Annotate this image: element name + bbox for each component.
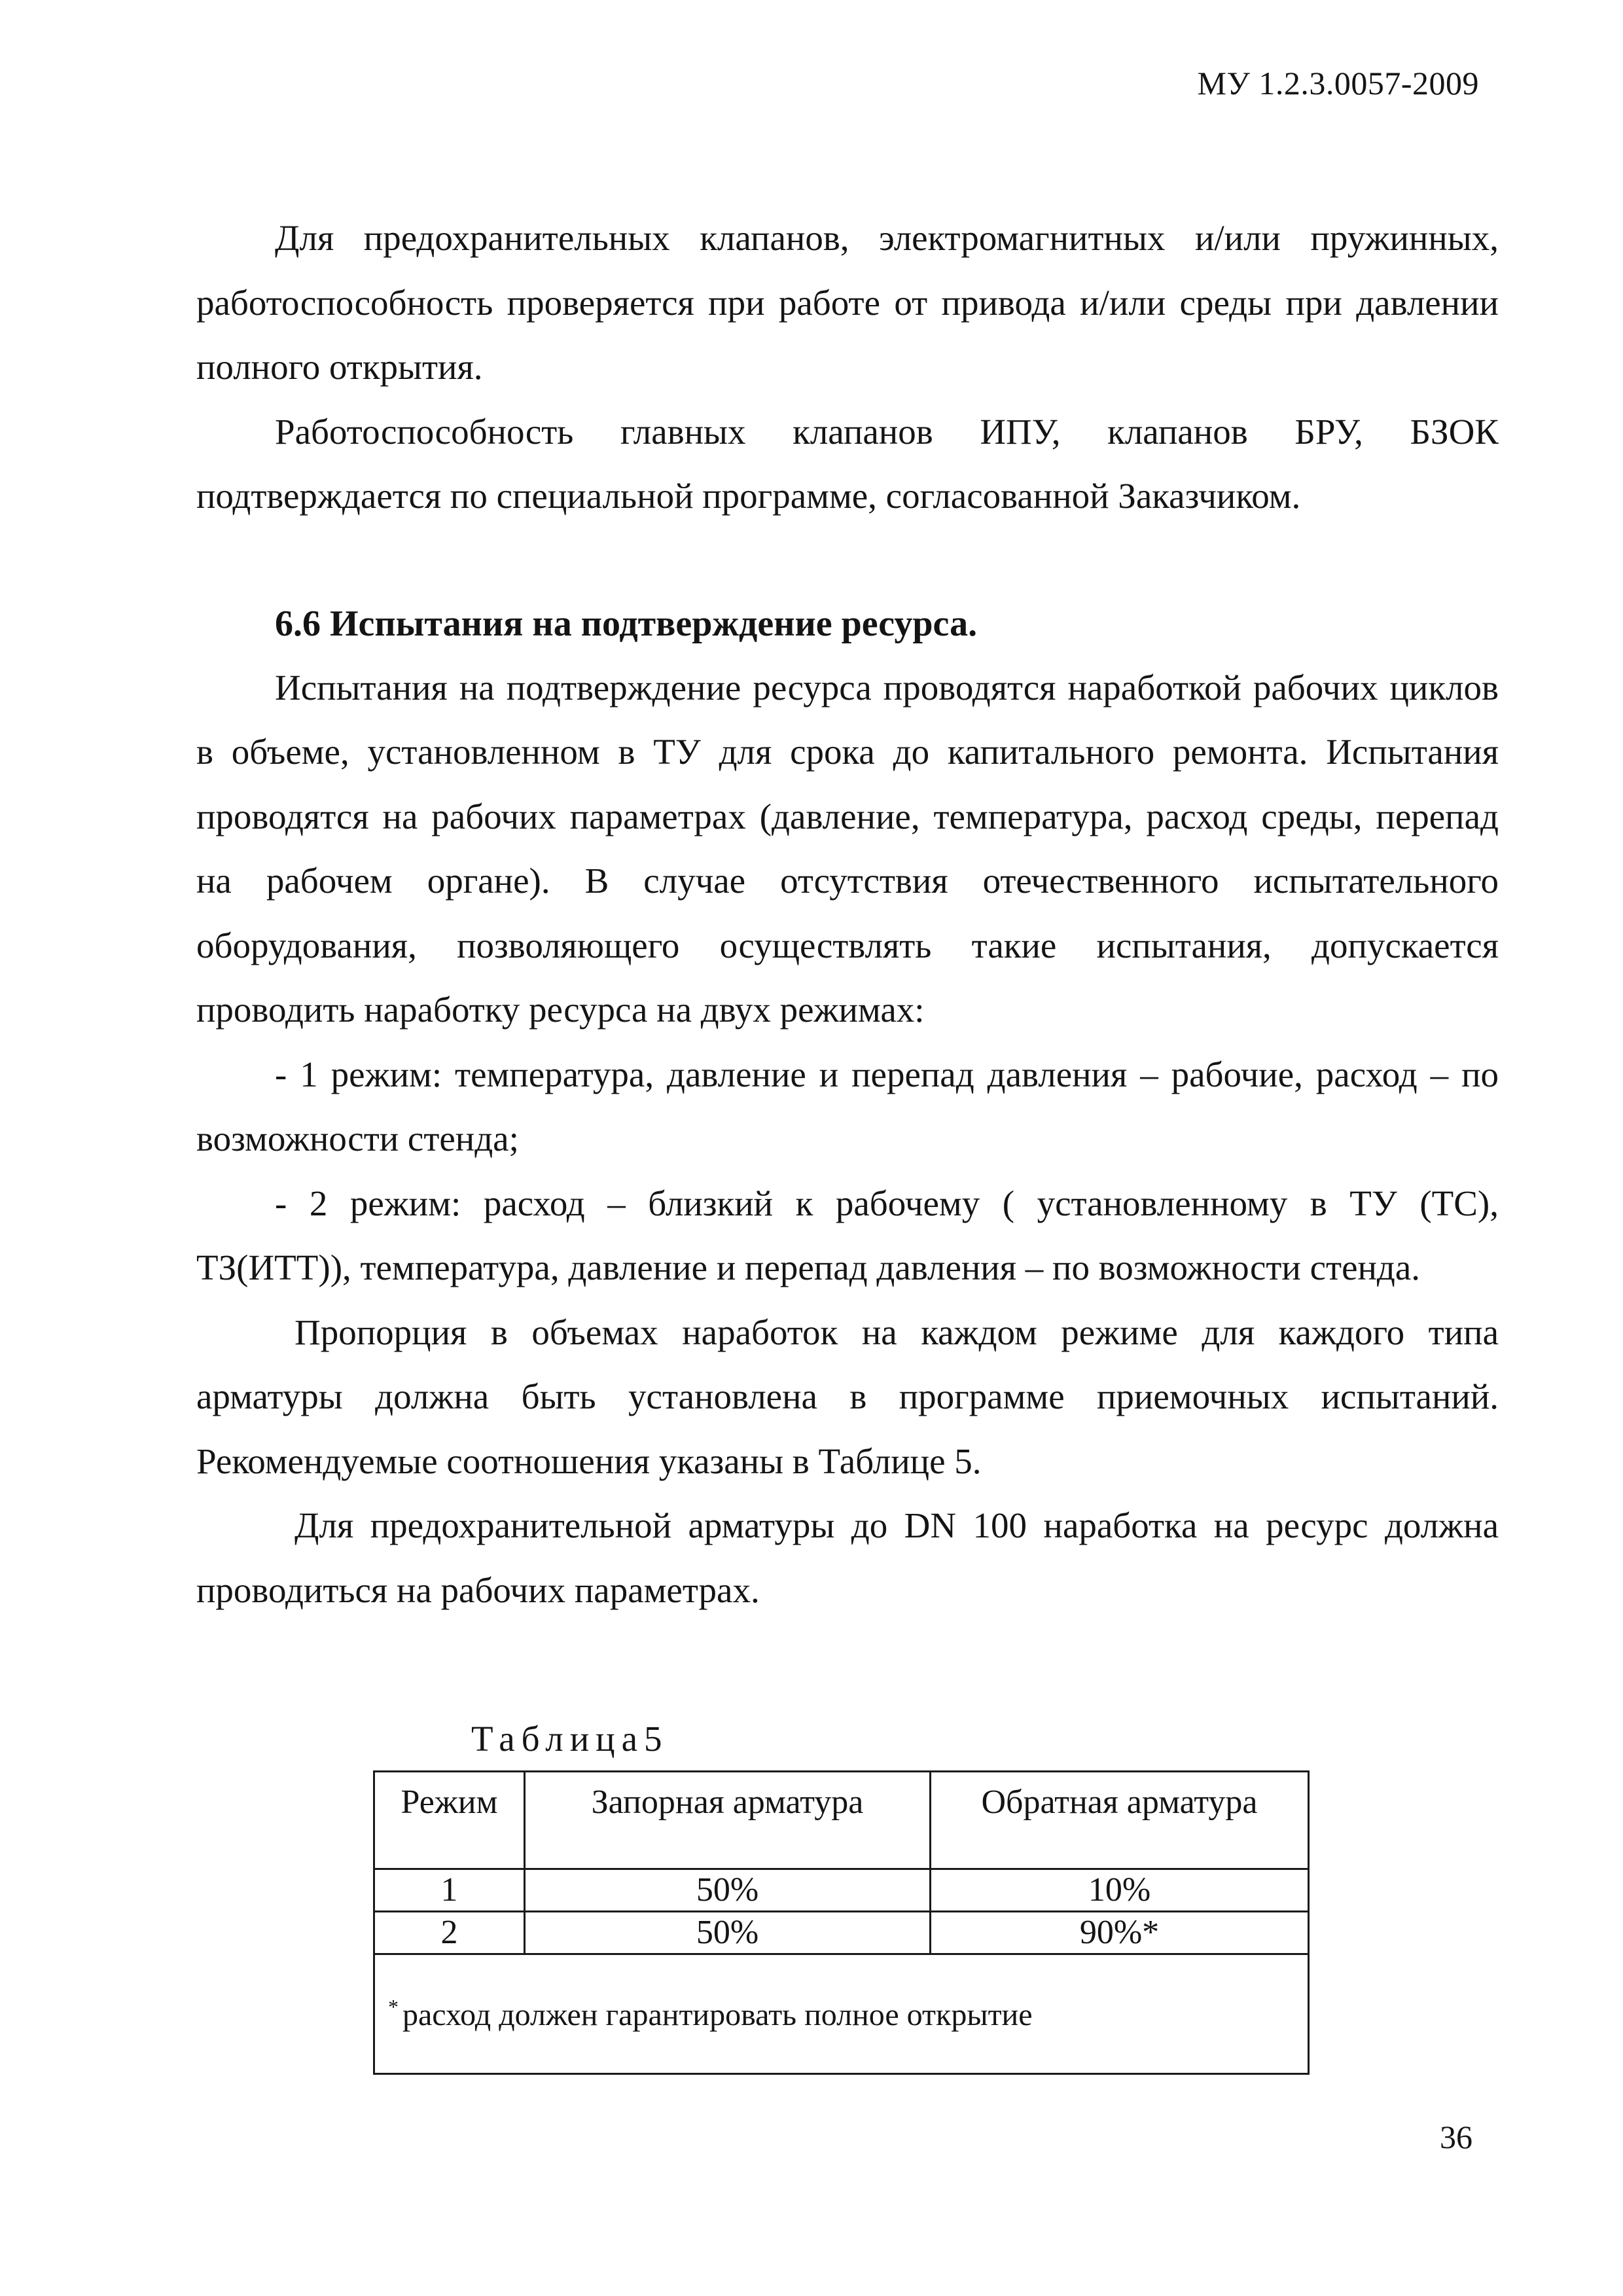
section-title: 6.6 Испытания на подтверждение ресурса. (275, 603, 978, 644)
header-cell-mode: Режим (374, 1772, 525, 1869)
table-row (374, 1912, 1309, 1954)
page-number: 36 (1440, 2119, 1472, 2155)
table-caption: Таблица5 (471, 1719, 669, 1759)
modes-table (373, 1770, 1310, 2075)
table-row (374, 1869, 1309, 1912)
list-item-mode-2: - 2 режим: расход – близкий к рабочему ( установленному в ТУ (ТС), ТЗ(ИТТ)), температура, давление и перепад давления – по возможности стенда. (196, 1183, 1499, 1287)
document-body (196, 206, 1499, 1623)
table-cell: 90%* (931, 1912, 1309, 1954)
footnote-text: расход должен гарантировать полное открытие (402, 1998, 1033, 2032)
table-header-row (374, 1772, 1309, 1869)
paragraph-resource-tests: Испытания на подтверждение ресурса проводятся наработкой рабочих циклов в объеме, установленном в ТУ для срока до капитального ремонта. Испытания проводятся на рабочих параметрах (давление, температура, расход среды, перепад на рабочем органе). В случае отсутствия отечественного испытательного оборудования, позволяющего осуществлять такие испытания, допускается проводить наработку ресурса на двух режимах: (196, 667, 1499, 1030)
paragraph-proportion: Пропорция в объемах наработок на каждом режиме для каждого типа арматуры должна быть установлена в программе приемочных испытаний. Рекомендуемые соотношения указаны в Таблице 5. (196, 1312, 1499, 1481)
table-note-row (374, 1954, 1309, 2074)
paragraph-main-valves: Работоспособность главных клапанов ИПУ, клапанов БРУ, БЗОК подтверждается по специальной программе, согласованной Заказчиком. (196, 411, 1499, 516)
table-cell: 1 (374, 1869, 525, 1912)
document-code: МУ 1.2.3.0057-2009 (1197, 65, 1479, 101)
list-item-mode-1: - 1 режим: температура, давление и перепад давления – рабочие, расход – по возможности стенда; (196, 1054, 1499, 1158)
table-cell: 10% (931, 1869, 1309, 1912)
table-note-cell (374, 1954, 1309, 2074)
table-cell: 50% (525, 1912, 931, 1954)
paragraph-safety-fittings: Для предохранительной арматуры до DN 100 наработка на ресурс должна проводиться на рабочих параметрах. (196, 1505, 1499, 1610)
table-cell: 2 (374, 1912, 525, 1954)
table-cell: 50% (525, 1869, 931, 1912)
header-cell-check: Обратная арматура (931, 1772, 1309, 1869)
footnote-mark: * (388, 1995, 399, 2018)
header-cell-shutoff: Запорная арматура (525, 1772, 931, 1869)
paragraph-safety-valves: Для предохранительных клапанов, электромагнитных и/или пружинных, работоспособность проверяется при работе от привода и/или среды при давлении полного открытия. (196, 218, 1499, 387)
